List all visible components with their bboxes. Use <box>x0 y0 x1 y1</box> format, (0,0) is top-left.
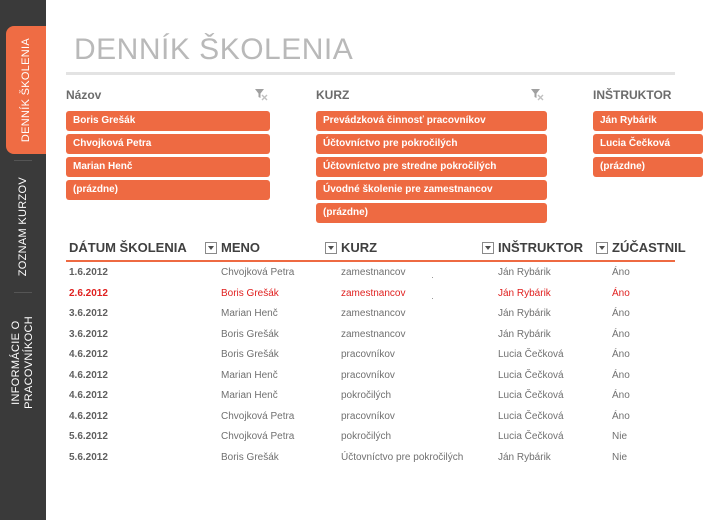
tab-dennik-skolenia[interactable] <box>6 26 46 154</box>
slicer-kurz <box>316 86 547 218</box>
tab-label: INFORMÁCIE O PRACOVNÍKOCH <box>10 315 35 409</box>
cell-zucastnil: Áno <box>612 287 630 299</box>
column-header-datum: DÁTUM ŠKOLENIA <box>69 240 187 255</box>
slicer-item[interactable]: Boris Grešák <box>66 111 270 131</box>
slicer-title: INŠTRUKTOR <box>593 88 672 102</box>
cell-meno: Boris Grešák <box>221 287 279 299</box>
cell-datum: 4.6.2012 <box>69 410 108 422</box>
table-header <box>66 238 686 262</box>
cell-datum: 4.6.2012 <box>69 349 108 360</box>
cell-datum: 5.6.2012 <box>69 451 108 463</box>
table-row[interactable] <box>66 283 675 304</box>
slicer-title: Názov <box>66 88 102 102</box>
cell-kurz: pokročilých <box>341 431 392 442</box>
cell-kurz: Účtovníctvo pre pokročilých <box>341 451 464 463</box>
slicer-nazov <box>66 86 270 195</box>
cell-meno: Chvojková Petra <box>221 267 295 278</box>
cell-instruktor: Ján Rybárik <box>498 308 551 319</box>
table-row[interactable] <box>66 365 675 386</box>
cell-meno: Marian Henč <box>221 390 278 401</box>
filter-dropdown-button[interactable] <box>205 242 217 254</box>
cell-instruktor: Ján Rybárik <box>498 267 551 278</box>
table-body <box>66 262 675 467</box>
tab-informacie-o-pracovnikoch[interactable] <box>0 296 46 428</box>
clear-filter-icon[interactable] <box>530 87 544 101</box>
cell-datum: 4.6.2012 <box>69 369 108 381</box>
training-log-table <box>66 238 686 467</box>
page-title: DENNÍK ŠKOLENIA <box>74 33 354 66</box>
cell-instruktor: Lucia Čečková <box>498 431 564 442</box>
sidebar-divider <box>14 160 32 161</box>
tab-label: DENNÍK ŠKOLENIA <box>19 37 32 143</box>
cell-meno: Chvojková Petra <box>221 431 295 442</box>
cell-zucastnil: Nie <box>612 431 628 442</box>
table-row[interactable] <box>66 344 675 365</box>
cell-instruktor: Lucia Čečková <box>498 390 564 401</box>
title-divider <box>66 72 675 75</box>
cell-zucastnil: Áno <box>612 369 630 381</box>
column-header-kurz: KURZ <box>341 240 378 255</box>
tab-label: ZOZNAM KURZOV <box>16 177 29 277</box>
sidebar-nav <box>0 0 46 520</box>
cell-kurz: pokročilých <box>341 390 392 401</box>
cell-instruktor: Lucia Čečková <box>498 369 564 381</box>
cell-meno: Boris Grešák <box>221 349 279 360</box>
cell-zucastnil: Áno <box>612 267 630 278</box>
slicer-item[interactable]: (prázdne) <box>66 180 270 200</box>
cell-datum: 4.6.2012 <box>69 390 108 401</box>
slicer-item[interactable]: Lucia Čečková <box>593 134 703 154</box>
table-row[interactable] <box>66 324 675 345</box>
table-row[interactable] <box>66 447 675 468</box>
cell-meno: Chvojková Petra <box>221 410 295 422</box>
cell-meno: Marian Henč <box>221 369 278 381</box>
table-row[interactable] <box>66 406 675 427</box>
cell-kurz: zamestnancov <box>341 328 406 340</box>
slicer-instruktor <box>593 86 675 186</box>
cell-zucastnil: Nie <box>612 451 628 463</box>
cell-meno: Marian Henč <box>221 308 278 319</box>
sidebar-divider <box>14 292 32 293</box>
cell-instruktor: Ján Rybárik <box>498 328 551 340</box>
slicer-item[interactable]: Prevádzková činnosť pracovníkov <box>316 111 547 131</box>
cursor-mark <box>432 298 433 299</box>
filter-dropdown-button[interactable] <box>325 242 337 254</box>
table-row[interactable] <box>66 426 675 447</box>
cell-instruktor: Lucia Čečková <box>498 349 564 360</box>
filter-dropdown-button[interactable] <box>482 242 494 254</box>
cell-instruktor: Ján Rybárik <box>498 287 551 299</box>
cell-kurz: zamestnancov <box>341 287 406 299</box>
cell-meno: Boris Grešák <box>221 328 279 340</box>
cell-zucastnil: Áno <box>612 328 630 340</box>
slicer-title: KURZ <box>316 88 350 102</box>
slicer-item[interactable]: Účtovníctvo pre pokročilých <box>316 134 547 154</box>
column-header-meno: MENO <box>221 240 260 255</box>
cell-datum: 1.6.2012 <box>69 267 108 278</box>
cell-datum: 3.6.2012 <box>69 308 108 319</box>
cell-meno: Boris Grešák <box>221 451 279 463</box>
slicer-item[interactable]: Účtovníctvo pre stredne pokročilých <box>316 157 547 177</box>
slicer-item[interactable]: (prázdne) <box>593 157 703 177</box>
cell-zucastnil: Áno <box>612 308 630 319</box>
cell-datum: 3.6.2012 <box>69 328 108 340</box>
cell-kurz: pracovníkov <box>341 369 395 381</box>
cell-instruktor: Lucia Čečková <box>498 410 564 422</box>
table-row[interactable] <box>66 262 675 283</box>
tab-zoznam-kurzov[interactable] <box>0 166 46 288</box>
slicer-item[interactable]: Chvojková Petra <box>66 134 270 154</box>
table-row[interactable] <box>66 385 675 406</box>
cursor-mark <box>432 277 433 278</box>
cell-zucastnil: Áno <box>612 349 630 360</box>
column-header-zucastnil: ZÚČASTNIL <box>612 240 686 255</box>
cell-instruktor: Ján Rybárik <box>498 451 551 463</box>
cell-zucastnil: Áno <box>612 390 630 401</box>
clear-filter-icon[interactable] <box>254 87 268 101</box>
cell-zucastnil: Áno <box>612 410 630 422</box>
cell-kurz: zamestnancov <box>341 267 406 278</box>
cell-kurz: pracovníkov <box>341 410 395 422</box>
slicer-item[interactable]: (prázdne) <box>316 203 547 223</box>
slicer-item[interactable]: Ján Rybárik <box>593 111 703 131</box>
slicer-item[interactable]: Úvodné školenie pre zamestnancov <box>316 180 547 200</box>
table-row[interactable] <box>66 303 675 324</box>
cell-kurz: pracovníkov <box>341 349 395 360</box>
cell-datum: 2.6.2012 <box>69 287 108 299</box>
cell-kurz: zamestnancov <box>341 308 406 319</box>
slicer-item[interactable]: Marian Henč <box>66 157 270 177</box>
cell-datum: 5.6.2012 <box>69 431 108 442</box>
column-header-instruktor: INŠTRUKTOR <box>498 240 583 255</box>
filter-dropdown-button[interactable] <box>596 242 608 254</box>
